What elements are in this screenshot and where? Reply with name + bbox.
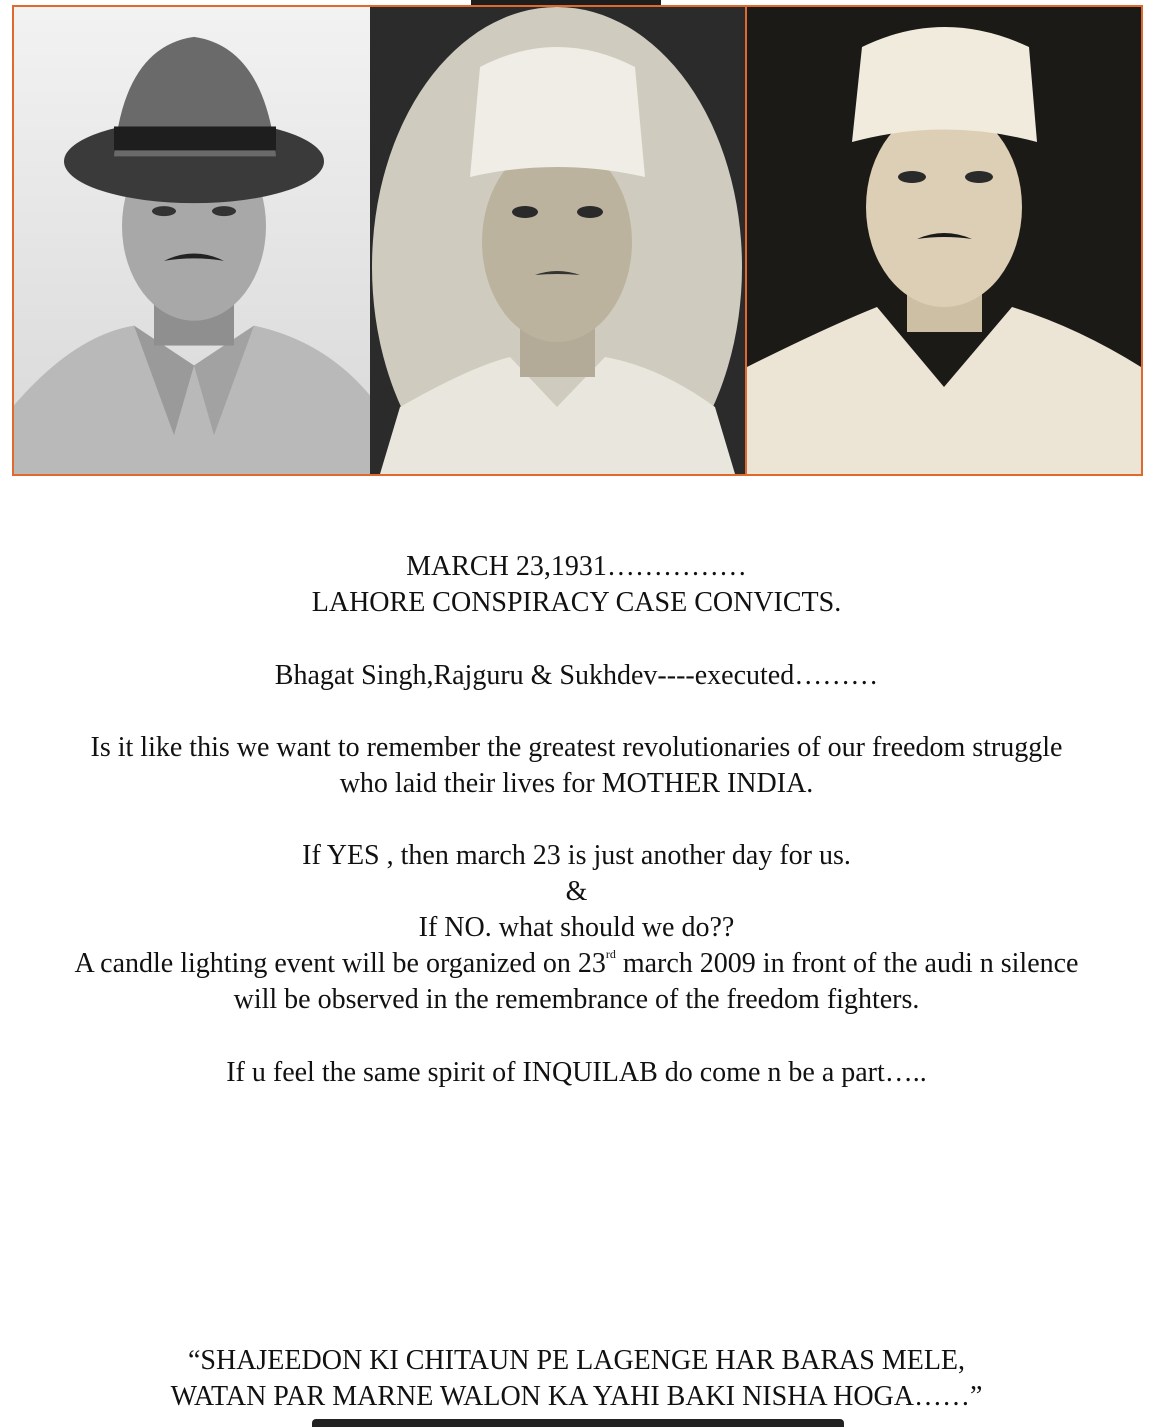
couplet-block [0, 1343, 1153, 1415]
heading-block [0, 549, 1153, 621]
yes-line: If YES , then march 23 is just another day for us. [302, 840, 851, 871]
portrait-white-cap-oval [370, 5, 745, 476]
event-line-prefix: A candle lighting event will be organized on 23 [74, 948, 606, 979]
answers-block [0, 838, 1153, 1018]
question-line-2: who laid their lives for MOTHER INDIA. [339, 768, 814, 799]
portrait-fedora [12, 5, 370, 476]
case-line: LAHORE CONSPIRACY CASE CONVICTS. [311, 587, 842, 618]
couplet-line-2: WATAN PAR MARNE WALON KA YAHI BAKI NISHA HOGA……” [170, 1381, 983, 1412]
invite-line: If u feel the same spirit of INQUILAB do come n be a part….. [226, 1057, 927, 1088]
event-line-2: will be observed in the remembrance of the freedom fighters. [233, 984, 920, 1015]
event-line-1 [0, 946, 1153, 982]
event-line-sup: rd [605, 947, 616, 961]
ampersand-line: & [565, 876, 588, 907]
portrait-white-cap [745, 5, 1143, 476]
couplet-line-1: “SHAJEEDON KI CHITAUN PE LAGENGE HAR BARAS MELE, [187, 1345, 966, 1376]
event-line-suffix: march 2009 in front of the audi n silence [615, 948, 1079, 979]
bottom-scroll-handle[interactable] [312, 1419, 844, 1427]
executed-block [0, 658, 1153, 694]
photo-strip [12, 5, 1143, 476]
question-block [0, 730, 1153, 802]
date-line: MARCH 23,1931…………… [406, 551, 747, 582]
no-line: If NO. what should we do?? [418, 912, 735, 943]
invite-block [0, 1055, 1153, 1091]
executed-line: Bhagat Singh,Rajguru & Sukhdev----executed……… [274, 660, 879, 691]
question-line-1: Is it like this we want to remember the greatest revolutionaries of our freedom struggle [90, 732, 1063, 763]
